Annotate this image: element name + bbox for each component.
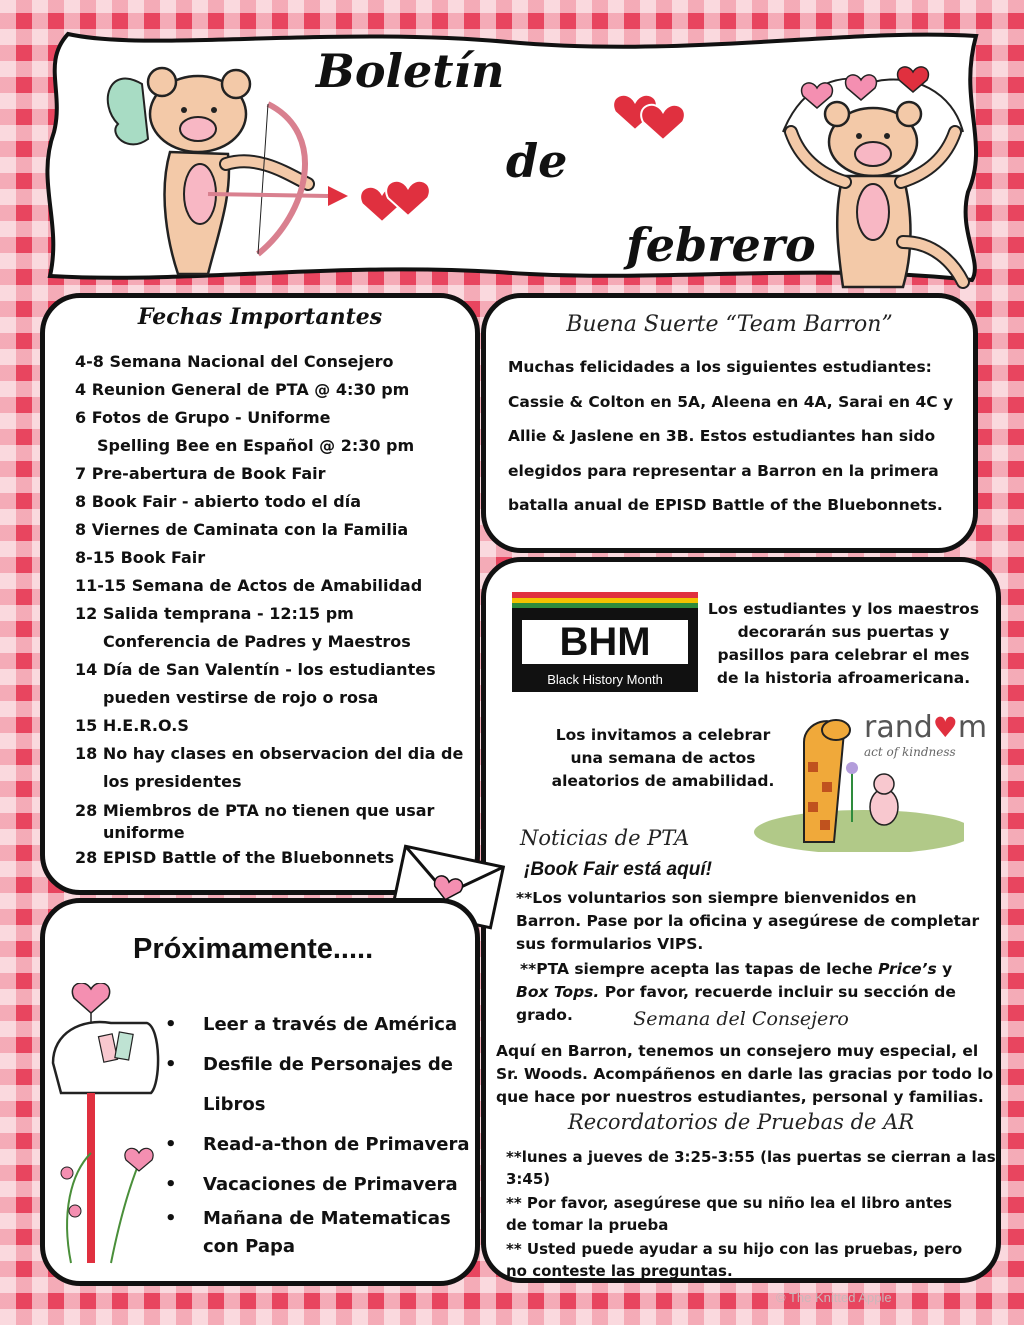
- date-item: 4 Reunion General de PTA @ 4:30 pm: [75, 380, 410, 399]
- date-item: 8 Viernes de Caminata con la Familia: [75, 520, 409, 539]
- coming-soon-heading: Próximamente.....: [133, 933, 374, 965]
- important-dates-heading: Fechas Importantes: [137, 304, 383, 330]
- bhm-logo-text: BHM: [522, 620, 688, 664]
- date-item: Conferencia de Padres y Maestros: [103, 632, 411, 651]
- banner-title-word-3: febrero: [626, 218, 816, 272]
- bullet-icon: •: [165, 1134, 177, 1155]
- pta-box-tops: Box Tops.: [516, 983, 600, 1001]
- pta-volunteers-text: **Los voluntarios son siempre bienvenidos en Barron. Pase por la oficina y asegúrese de completar sus formularios VIPS.: [516, 889, 980, 953]
- date-item: 12 Salida temprana - 12:15 pm: [75, 604, 354, 623]
- pta-milk-brand: Price’s: [878, 960, 937, 978]
- heart-pair-icon: [613, 90, 693, 150]
- important-dates-panel: [40, 293, 480, 895]
- important-dates-list: [75, 348, 463, 872]
- ar-reminders-heading: Recordatorios de Pruebas de AR: [567, 1110, 915, 1134]
- bullet-icon: •: [165, 1208, 177, 1229]
- random-acts-logo: [864, 710, 988, 759]
- date-item: 28 EPISD Battle of the Bluebonnets: [75, 848, 395, 867]
- header-banner: [28, 22, 1000, 292]
- date-item: pueden vestirse de rojo o rosa: [103, 688, 379, 707]
- date-item: 7 Pre-abertura de Book Fair: [75, 464, 326, 483]
- coming-soon-item: Desfile de Personajes de Libros: [203, 1054, 453, 1115]
- coming-soon-item: Leer a través de América: [203, 1014, 458, 1035]
- list-item: [165, 1125, 470, 1165]
- coming-soon-list: [165, 1005, 470, 1261]
- good-luck-panel: [481, 293, 978, 553]
- date-item: 14 Día de San Valentín - los estudiantes: [75, 660, 436, 679]
- bullet-icon: •: [165, 1014, 177, 1035]
- news-panel: [481, 557, 1001, 1283]
- random-logo-word-1: rand: [864, 710, 933, 745]
- good-luck-heading: Buena Suerte “Team Barron”: [566, 312, 893, 337]
- date-item: 8 Book Fair - abierto todo el día: [75, 492, 362, 511]
- date-item: 11-15 Semana de Actos de Amabilidad: [75, 576, 423, 595]
- coming-soon-panel: [40, 898, 480, 1286]
- pta-news-heading: Noticias de PTA: [520, 826, 690, 850]
- date-item: 6 Fotos de Grupo - Uniforme: [75, 408, 331, 427]
- good-luck-body: Muchas felicidades a los siguientes estudiantes: Cassie & Colton en 5A, Aleena en 4A, Sarai en 4C y Allie & Jaslene en 3B. Estos estudiantes han sido elegidos para representar a Barron en la primera batalla anual de EPISD Battle of the Bluebonnets.: [508, 358, 954, 514]
- date-item: Spelling Bee en Español @ 2:30 pm: [97, 436, 415, 455]
- banner-title-word-2: de: [506, 134, 568, 188]
- book-fair-heading: ¡Book Fair está aquí!: [524, 859, 712, 880]
- ar-reminder-item: ** Usted puede ayudar a su hijo con las pruebas, pero no conteste las preguntas.: [506, 1240, 963, 1280]
- date-item: 8-15 Book Fair: [75, 548, 206, 567]
- list-item: [165, 1005, 470, 1045]
- list-item: [165, 1165, 470, 1205]
- date-item: 15 H.E.R.O.S: [75, 716, 189, 735]
- date-item: 4-8 Semana Nacional del Consejero: [75, 352, 394, 371]
- black-history-month-logo: [512, 592, 698, 692]
- date-item: uniforme: [103, 823, 185, 842]
- coming-soon-item: Read-a-thon de Primavera: [203, 1134, 470, 1155]
- heart-icon: ♥: [932, 711, 958, 744]
- counselor-week-heading: Semana del Consejero: [633, 1008, 849, 1030]
- mailbox-illustration: [51, 983, 161, 1273]
- heart-pair-icon: [360, 180, 440, 240]
- coming-soon-item: Mañana de Matematicas con Papa: [203, 1208, 451, 1257]
- random-logo-word-2: m: [957, 710, 988, 745]
- bullet-icon: •: [165, 1174, 177, 1195]
- ar-reminder-item: ** Por favor, asegúrese que su niño lea el libro antes de tomar la prueba: [506, 1194, 953, 1234]
- bhm-text: Los estudiantes y los maestros decorarán sus puertas y pasillos para celebrar el mes de la historia afroamericana.: [707, 600, 980, 687]
- bhm-logo-subtitle: Black History Month: [547, 672, 663, 687]
- counselor-week-body: Aquí en Barron, tenemos un consejero muy especial, el Sr. Woods. Acompáñenos en darle las gracias por todo lo que hace por nuestros estudiantes, personal y familias.: [496, 1042, 994, 1106]
- pta-milk-caps-part: Por favor, recuerde incluir su sección de grado.: [516, 983, 956, 1024]
- date-item: los presidentes: [103, 772, 242, 791]
- coming-soon-item: Vacaciones de Primavera: [203, 1174, 458, 1195]
- date-item: 18 No hay clases en observacion del dia de: [75, 744, 464, 763]
- random-logo-subtitle: act of kindness: [864, 745, 956, 759]
- list-item: [165, 1205, 470, 1261]
- date-item: 28 Miembros de PTA no tienen que usar: [75, 801, 435, 820]
- pta-milk-caps-part: **PTA siempre acepta las tapas de leche: [520, 960, 879, 978]
- ar-reminder-item: **lunes a jueves de 3:25-3:55 (las puertas se cierran a las 3:45): [506, 1148, 996, 1188]
- bullet-icon: •: [165, 1054, 177, 1075]
- pta-milk-caps-part: y: [936, 960, 953, 978]
- list-item: [165, 1045, 470, 1125]
- kindness-text: Los invitamos a celebrar una semana de actos aleatorios de amabilidad.: [551, 726, 775, 790]
- copyright-notice: © The Knitted Apple: [776, 1290, 892, 1305]
- banner-title-word-1: Boletín: [316, 44, 505, 98]
- cupid-bear-illustration: [58, 44, 358, 294]
